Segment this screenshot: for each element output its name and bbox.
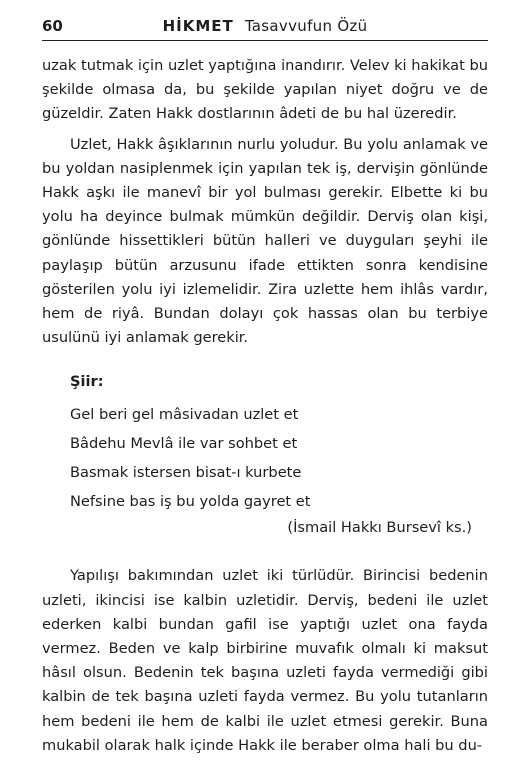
poem-title: Şiir:	[70, 373, 104, 391]
running-title	[42, 17, 488, 35]
book-title: Tasavvufun Özü	[244, 17, 368, 35]
running-header	[42, 14, 488, 41]
poem-line: Nefsine bas iş bu yolda gayret et	[70, 493, 311, 511]
poem-block	[42, 370, 488, 540]
poem-line: Basmak istersen bisat-ı kurbete	[70, 464, 302, 482]
poem-line: Gel beri gel mâsivadan uzlet et	[70, 406, 299, 424]
page-number: 60	[42, 17, 63, 35]
poem-attribution: (İsmail Hakkı Bursevî ks.)	[287, 519, 472, 537]
book-brand: HİKMET	[162, 17, 234, 35]
paragraph-continued: uzak tutmak için uzlet yaptığına inandırır. Velev ki hakikat bu şekilde olmasa da, bu şekilde yapılan niyet doğru ve de güzeldir. Zaten Hakk dostlarının âdeti de bu hal üzeredir.	[42, 57, 488, 123]
paragraph: Yapılışı bakımından uzlet iki türlüdür. Birincisi bedenin uzleti, ikincisi ise kalbin uzletidir. Derviş, bedeni ile uzlet ederken kalbi bundan gafil ise yaptığı uzlet ona fayda vermez. Beden ve kalp birbirine muvafık olmalı ki maksut hâsıl olsun. Bedenin tek başına uzleti fayda vermediği gibi kalbin de tek başına uzleti fayda vermez. Bu yolu tutanların hem bedeni ile hem de kalbi ile uzlet etmesi gerekir. Buna mukabil olarak halk içinde Hakk ile beraber olma hali bu du-	[42, 567, 488, 754]
body-text	[42, 54, 488, 758]
paragraph: Uzlet, Hakk âşıklarının nurlu yoludur. Bu yolu anlamak ve bu yoldan nasiplenmek için yapılan tek iş, dervişin gönlünde Hakk aşkı ile manevî bir yol bulması gerekir. Elbette ki bu yolu ha deyince bulmak mümkün değildir. Derviş olan kişi, gönlünde hissettikleri bütün halleri ve duyguları şeyhi ile paylaşıp bütün arzusunu ifade ettikten sonra kendisine gösterilen yolu iyi izlemelidir. Zira uzlette hem ihlâs vardır, hem de riyâ. Bundan dolayı çok hassas olan bu terbiye usulünü iyi anlamak gerekir.	[42, 135, 488, 347]
poem-line: Bâdehu Mevlâ ile var sohbet et	[70, 435, 298, 453]
